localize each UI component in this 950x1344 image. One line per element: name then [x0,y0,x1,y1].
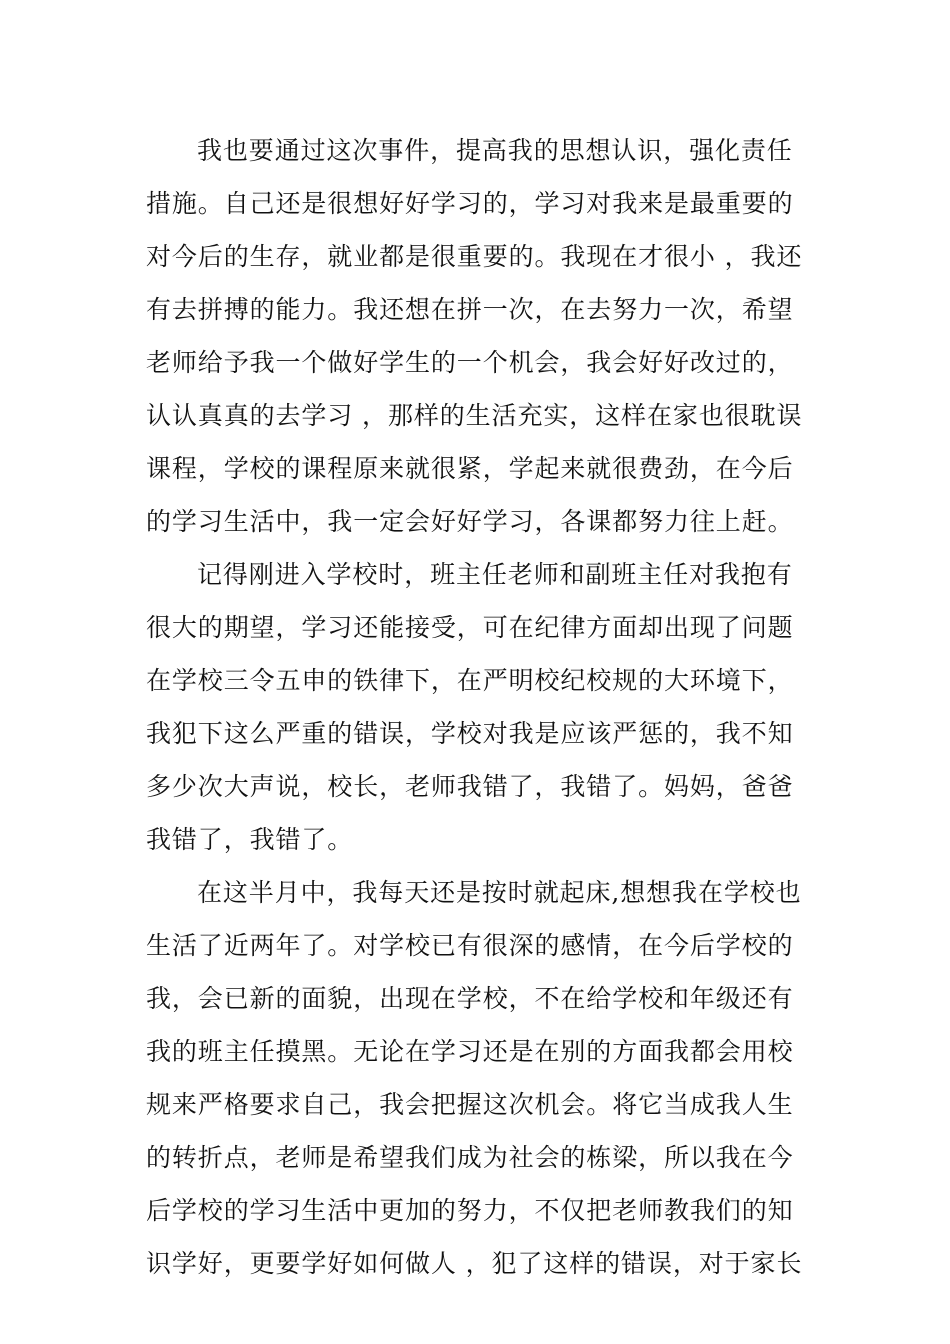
text-line: 我错了，我错了。 [146,825,354,854]
text-line: 在这半月中，我每天还是按时就起床,想想我在学校也 [197,878,802,907]
text-line: 的学习生活中，我一定会好好学习，各课都努力往上赶。 [146,507,794,536]
text-line: 识学好，更要学好如何做人 ，犯了这样的错误，对于家长 [146,1249,803,1278]
text-line: 对今后的生存，就业都是很重要的。我现在才很小 ，我还 [146,242,803,271]
paragraph-1 [146,124,811,548]
body-text [146,124,811,1290]
text-line: 认认真真的去学习 ，那样的生活充实，这样在家也很耽误 [146,401,803,430]
text-line: 生活了近两年了。对学校已有很深的感情，在今后学校的 [146,931,794,960]
text-line: 有去拼搏的能力。我还想在拼一次，在去努力一次，希望 [146,295,794,324]
text-line: 课程，学校的课程原来就很紧，学起来就很费劲，在今后 [146,454,794,483]
text-line: 后学校的学习生活中更加的努力，不仅把老师教我们的知 [146,1196,794,1225]
text-line: 老师给予我一个做好学生的一个机会，我会好好改过的， [146,348,794,377]
text-line: 措施。自己还是很想好好学习的，学习对我来是最重要的 [146,189,794,218]
text-line: 我也要通过这次事件，提高我的思想认识，强化责任 [197,136,793,165]
text-line: 我犯下这么严重的错误，学校对我是应该严惩的，我不知 [146,719,794,748]
text-line: 在学校三令五申的铁律下，在严明校纪校规的大环境下， [146,666,794,695]
text-line: 我，会已新的面貌，出现在学校，不在给学校和年级还有 [146,984,794,1013]
paragraph-3 [146,866,811,1290]
paragraph-2 [146,548,811,866]
text-line: 规来严格要求自己，我会把握这次机会。将它当成我人生 [146,1090,794,1119]
text-line: 多少次大声说，校长，老师我错了，我错了。妈妈，爸爸 [146,772,794,801]
text-line: 我的班主任摸黑。无论在学习还是在别的方面我都会用校 [146,1037,794,1066]
text-line: 记得刚进入学校时，班主任老师和副班主任对我抱有 [197,560,793,589]
text-line: 的转折点，老师是希望我们成为社会的栋梁，所以我在今 [146,1143,794,1172]
text-line: 很大的期望，学习还能接受，可在纪律方面却出现了问题 [146,613,794,642]
